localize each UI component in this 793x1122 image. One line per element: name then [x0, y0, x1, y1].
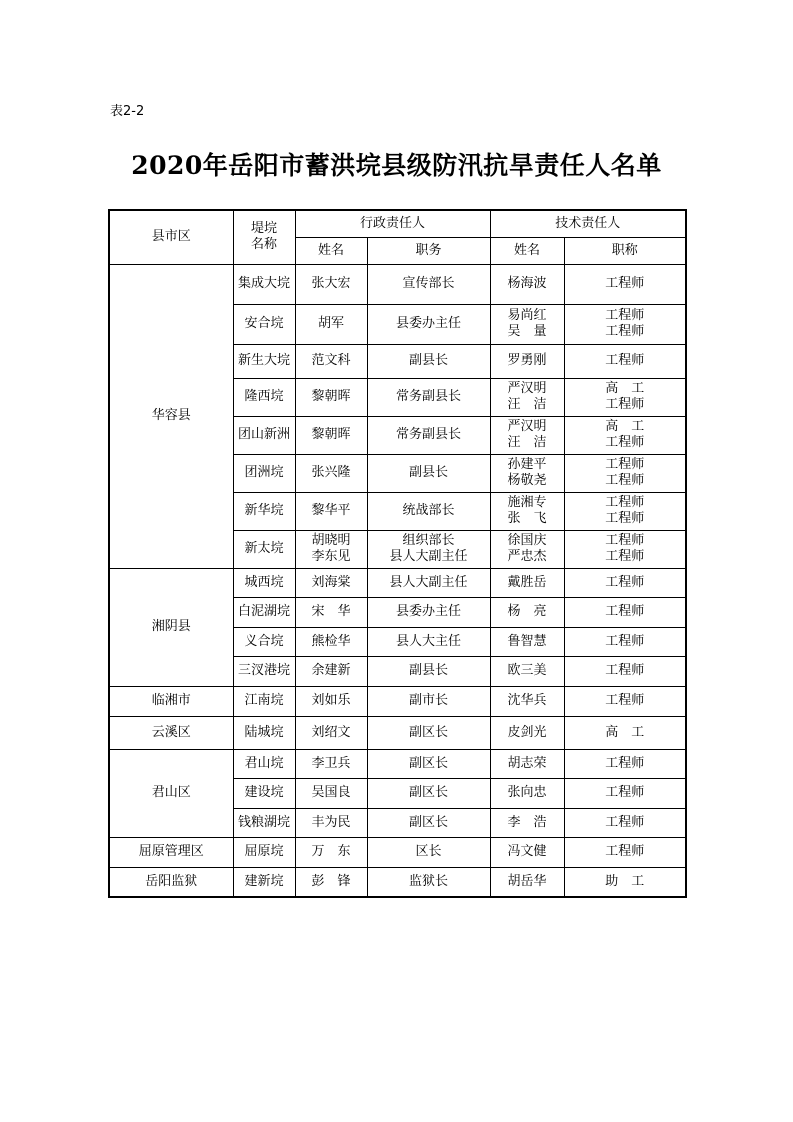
admin-post-cell-line: 县人大副主任 — [389, 574, 468, 590]
tech-title-cell-line: 工程师 — [605, 549, 645, 564]
tech-name-cell-line: 张向忠 — [507, 785, 547, 800]
dike-cell-line: 陆城垸 — [244, 724, 284, 740]
admin-post-cell — [367, 416, 490, 454]
tech-title-cell — [564, 416, 686, 454]
admin-name-cell-line: 范文科 — [311, 353, 351, 368]
admin-name-cell-line: 张兴隆 — [311, 465, 351, 480]
admin-post-cell — [367, 716, 490, 749]
tech-name-cell — [490, 454, 564, 492]
tech-title-cell-line: 工程师 — [605, 693, 645, 708]
tech-title-cell-line: 工程师 — [605, 457, 645, 472]
admin-post-cell — [367, 749, 490, 778]
county-cell: 屈原管理区 — [109, 837, 233, 867]
admin-name-cell — [295, 627, 367, 656]
admin-name-cell — [295, 304, 367, 344]
dike-cell-line: 安合垸 — [244, 316, 284, 331]
tech-name-cell-line: 严汉明 — [507, 381, 547, 396]
admin-post-cell — [367, 264, 490, 304]
dike-cell — [233, 568, 295, 597]
admin-name-cell — [295, 808, 367, 837]
tech-title-cell — [564, 749, 686, 778]
county-cell: 云溪区 — [109, 716, 233, 749]
dike-cell-line: 隆西垸 — [244, 389, 284, 404]
dike-cell — [233, 492, 295, 530]
admin-name-cell-line: 李东见 — [311, 549, 351, 564]
header-dike-line: 名称 — [250, 237, 277, 253]
tech-name-cell — [490, 530, 564, 568]
tech-title-cell-line: 工程师 — [605, 324, 645, 339]
tech-name-cell-line: 吴 量 — [507, 324, 547, 339]
header-county: 县市区 — [109, 210, 233, 264]
county-cell: 君山区 — [109, 749, 233, 837]
header-dike — [233, 210, 295, 264]
dike-cell — [233, 749, 295, 778]
admin-name-cell — [295, 716, 367, 749]
county-cell: 湘阴县 — [109, 568, 233, 686]
tech-name-cell — [490, 568, 564, 597]
dike-cell-line: 三汊港垸 — [237, 663, 290, 678]
admin-post-cell-line: 副区长 — [409, 724, 449, 740]
admin-post-cell — [367, 454, 490, 492]
tech-name-cell-line: 孙建平 — [507, 457, 547, 472]
admin-post-cell — [367, 344, 490, 378]
admin-post-cell — [367, 304, 490, 344]
dike-cell-line: 城西垸 — [244, 574, 284, 590]
dike-cell-line: 白泥湖垸 — [237, 604, 290, 619]
admin-post-cell-line: 监狱长 — [409, 873, 449, 889]
admin-post-cell — [367, 492, 490, 530]
tech-name-cell-line: 皮剑光 — [507, 724, 547, 740]
tech-title-cell-line: 工程师 — [605, 353, 645, 368]
dike-cell — [233, 304, 295, 344]
admin-post-cell-line: 常务副县长 — [396, 389, 462, 404]
dike-cell-line: 屈原垸 — [244, 844, 284, 859]
tech-name-cell — [490, 416, 564, 454]
table-row — [109, 716, 686, 749]
admin-post-cell-line: 常务副县长 — [396, 427, 462, 442]
tech-title-cell — [564, 778, 686, 808]
dike-cell — [233, 837, 295, 867]
admin-name-cell — [295, 837, 367, 867]
admin-name-cell — [295, 454, 367, 492]
tech-name-cell-line: 易尚红 — [507, 308, 547, 323]
tech-name-cell-line: 杨敬尧 — [507, 473, 547, 488]
header-tech-title: 职称 — [564, 237, 686, 264]
admin-name-cell-line: 胡军 — [317, 316, 344, 331]
tech-title-cell — [564, 808, 686, 837]
admin-name-cell-line: 李卫兵 — [311, 755, 351, 771]
tech-name-cell — [490, 264, 564, 304]
tech-name-cell — [490, 627, 564, 656]
admin-name-cell-line: 刘海棠 — [311, 574, 351, 590]
admin-name-cell-line: 余建新 — [311, 663, 351, 678]
admin-post-cell-line: 县人大副主任 — [389, 549, 468, 564]
responsibility-table — [108, 209, 687, 898]
admin-post-cell-line: 副县长 — [409, 353, 449, 368]
tech-title-cell-line: 工程师 — [605, 844, 645, 859]
tech-name-cell — [490, 716, 564, 749]
tech-name-cell — [490, 344, 564, 378]
dike-cell-line: 集成大垸 — [237, 276, 290, 291]
table-header — [109, 210, 686, 264]
tech-title-cell — [564, 530, 686, 568]
dike-cell-line: 建新垸 — [244, 873, 284, 889]
tech-name-cell — [490, 378, 564, 416]
admin-name-cell-line: 万 东 — [311, 844, 351, 859]
tech-title-cell-line: 工程师 — [605, 473, 645, 488]
admin-name-cell-line: 吴国良 — [311, 785, 351, 800]
admin-post-cell-line: 宣传部长 — [402, 276, 455, 291]
tech-title-cell — [564, 454, 686, 492]
tech-title-cell-line: 工程师 — [605, 276, 645, 291]
tech-name-cell-line: 胡志荣 — [507, 755, 547, 771]
tech-title-cell-line: 工程师 — [605, 633, 645, 649]
admin-name-cell-line: 刘绍文 — [311, 724, 351, 740]
tech-title-cell — [564, 867, 686, 897]
admin-name-cell-line: 黎朝晖 — [311, 389, 351, 404]
table-body — [109, 264, 686, 897]
tech-title-cell-line: 工程师 — [605, 814, 645, 830]
table-row — [109, 837, 686, 867]
tech-title-cell-line: 工程师 — [605, 533, 645, 548]
tech-title-cell — [564, 568, 686, 597]
admin-name-cell — [295, 686, 367, 716]
tech-title-cell-line: 工程师 — [605, 604, 645, 619]
tech-name-cell — [490, 656, 564, 686]
tech-name-cell — [490, 749, 564, 778]
admin-post-cell-line: 县委办主任 — [396, 316, 462, 331]
admin-name-cell-line: 彭 锋 — [311, 873, 351, 889]
tech-title-cell — [564, 597, 686, 627]
county-cell: 华容县 — [109, 264, 233, 568]
tech-name-cell — [490, 597, 564, 627]
table-label: 表2-2 — [110, 104, 145, 119]
admin-name-cell — [295, 492, 367, 530]
admin-post-cell — [367, 656, 490, 686]
admin-post-cell-line: 统战部长 — [402, 503, 455, 518]
tech-name-cell — [490, 686, 564, 716]
tech-title-cell — [564, 304, 686, 344]
table-row — [109, 568, 686, 597]
admin-post-cell-line: 副区长 — [409, 785, 449, 800]
tech-title-cell — [564, 344, 686, 378]
tech-name-cell-line: 严忠杰 — [507, 549, 547, 564]
tech-name-cell-line: 欧三美 — [507, 663, 547, 678]
dike-cell — [233, 530, 295, 568]
tech-name-cell — [490, 778, 564, 808]
admin-post-cell-line: 副区长 — [409, 814, 449, 830]
admin-name-cell — [295, 344, 367, 378]
tech-title-cell — [564, 656, 686, 686]
admin-name-cell-line: 张大宏 — [311, 276, 351, 291]
tech-name-cell-line: 戴胜岳 — [507, 574, 547, 590]
admin-name-cell — [295, 749, 367, 778]
table-row — [109, 264, 686, 304]
admin-post-cell-line: 副县长 — [409, 465, 449, 480]
dike-cell — [233, 597, 295, 627]
admin-post-cell — [367, 686, 490, 716]
tech-title-cell-line: 助 工 — [605, 873, 645, 889]
tech-title-cell-line: 工程师 — [605, 435, 645, 450]
admin-name-cell — [295, 778, 367, 808]
tech-title-cell-line: 高 工 — [605, 381, 645, 396]
tech-title-cell — [564, 264, 686, 304]
tech-name-cell-line: 严汉明 — [507, 419, 547, 434]
admin-name-cell-line: 熊检华 — [311, 633, 351, 649]
tech-title-cell-line: 工程师 — [605, 785, 645, 800]
tech-title-cell — [564, 716, 686, 749]
admin-name-cell — [295, 597, 367, 627]
tech-title-cell — [564, 492, 686, 530]
admin-post-cell-line: 副县长 — [409, 663, 449, 678]
tech-name-cell-line: 胡岳华 — [507, 873, 547, 889]
tech-title-cell — [564, 837, 686, 867]
admin-post-cell-line: 区长 — [415, 844, 442, 859]
tech-name-cell-line: 汪 洁 — [507, 397, 547, 412]
dike-cell — [233, 867, 295, 897]
header-admin-name: 姓名 — [295, 237, 367, 264]
admin-post-cell — [367, 808, 490, 837]
tech-name-cell-line: 徐国庆 — [507, 533, 547, 548]
tech-name-cell-line: 冯文健 — [507, 844, 547, 859]
tech-title-cell-line: 工程师 — [605, 397, 645, 412]
dike-cell — [233, 378, 295, 416]
dike-cell-line: 团山新洲 — [237, 427, 290, 442]
admin-post-cell — [367, 778, 490, 808]
admin-post-cell-line: 副区长 — [409, 755, 449, 771]
admin-name-cell — [295, 530, 367, 568]
admin-post-cell-line: 组织部长 — [402, 533, 455, 548]
tech-title-cell-line: 工程师 — [605, 755, 645, 771]
dike-cell — [233, 686, 295, 716]
tech-name-cell-line: 李 浩 — [507, 814, 547, 830]
admin-post-cell — [367, 837, 490, 867]
tech-title-cell — [564, 378, 686, 416]
tech-title-cell-line: 高 工 — [605, 724, 645, 740]
dike-cell — [233, 344, 295, 378]
admin-name-cell-line: 黎华平 — [311, 503, 351, 518]
admin-name-cell-line: 胡晓明 — [311, 533, 351, 548]
tech-title-cell-line: 工程师 — [605, 663, 645, 678]
header-admin-post: 职务 — [367, 237, 490, 264]
header-tech-name: 姓名 — [490, 237, 564, 264]
dike-cell — [233, 454, 295, 492]
admin-name-cell — [295, 378, 367, 416]
admin-name-cell — [295, 568, 367, 597]
county-cell: 岳阳监狱 — [109, 867, 233, 897]
dike-cell-line: 义合垸 — [244, 633, 284, 649]
table-row — [109, 749, 686, 778]
admin-name-cell — [295, 264, 367, 304]
tech-name-cell — [490, 808, 564, 837]
county-cell: 临湘市 — [109, 686, 233, 716]
admin-post-cell — [367, 530, 490, 568]
dike-cell — [233, 264, 295, 304]
tech-name-cell — [490, 492, 564, 530]
dike-cell — [233, 656, 295, 686]
dike-cell — [233, 416, 295, 454]
dike-cell-line: 新生大垸 — [237, 353, 290, 368]
admin-name-cell — [295, 656, 367, 686]
tech-title-cell — [564, 627, 686, 656]
dike-cell-line: 江南垸 — [244, 693, 284, 708]
tech-name-cell-line: 罗勇刚 — [507, 353, 547, 368]
tech-title-cell-line: 工程师 — [605, 308, 645, 323]
admin-post-cell-line: 县人大主任 — [396, 633, 462, 649]
admin-post-cell — [367, 568, 490, 597]
admin-post-cell — [367, 867, 490, 897]
dike-cell — [233, 808, 295, 837]
admin-post-cell — [367, 627, 490, 656]
admin-post-cell — [367, 378, 490, 416]
admin-post-cell-line: 县委办主任 — [396, 604, 462, 619]
admin-post-cell — [367, 597, 490, 627]
dike-cell — [233, 778, 295, 808]
admin-name-cell — [295, 416, 367, 454]
tech-title-cell-line: 高 工 — [605, 419, 645, 434]
tech-name-cell-line: 杨 亮 — [507, 604, 547, 619]
tech-title-cell-line: 工程师 — [605, 495, 645, 510]
tech-name-cell — [490, 304, 564, 344]
tech-name-cell-line: 施湘专 — [507, 495, 547, 510]
dike-cell-line: 建设垸 — [244, 785, 284, 800]
table-row — [109, 867, 686, 897]
dike-cell — [233, 627, 295, 656]
tech-name-cell — [490, 867, 564, 897]
admin-name-cell-line: 刘如乐 — [311, 693, 351, 708]
admin-name-cell — [295, 867, 367, 897]
dike-cell — [233, 716, 295, 749]
dike-cell-line: 新华垸 — [244, 503, 284, 518]
header-dike-line: 堤垸 — [250, 221, 277, 237]
dike-cell-line: 君山垸 — [244, 755, 284, 771]
admin-name-cell-line: 宋 华 — [311, 604, 351, 619]
tech-title-cell — [564, 686, 686, 716]
admin-name-cell-line: 黎朝晖 — [311, 427, 351, 442]
admin-name-cell-line: 丰为民 — [311, 814, 351, 830]
dike-cell-line: 钱粮湖垸 — [237, 814, 290, 830]
tech-name-cell-line: 杨海波 — [507, 276, 547, 291]
tech-title-cell-line: 工程师 — [605, 511, 645, 526]
dike-cell-line: 新太垸 — [244, 541, 284, 556]
tech-title-cell-line: 工程师 — [605, 574, 645, 590]
table-row — [109, 686, 686, 716]
admin-post-cell-line: 副市长 — [409, 693, 449, 708]
tech-name-cell-line: 张 飞 — [507, 511, 547, 526]
tech-name-cell-line: 鲁智慧 — [507, 633, 547, 649]
header-admin-group: 行政责任人 — [295, 210, 490, 237]
header-tech-group: 技术责任人 — [490, 210, 686, 237]
tech-name-cell — [490, 837, 564, 867]
tech-name-cell-line: 汪 洁 — [507, 435, 547, 450]
dike-cell-line: 团洲垸 — [244, 465, 284, 480]
tech-name-cell-line: 沈华兵 — [507, 693, 547, 708]
page-title: 2020年岳阳市蓄洪垸县级防汛抗旱责任人名单 — [131, 151, 662, 180]
